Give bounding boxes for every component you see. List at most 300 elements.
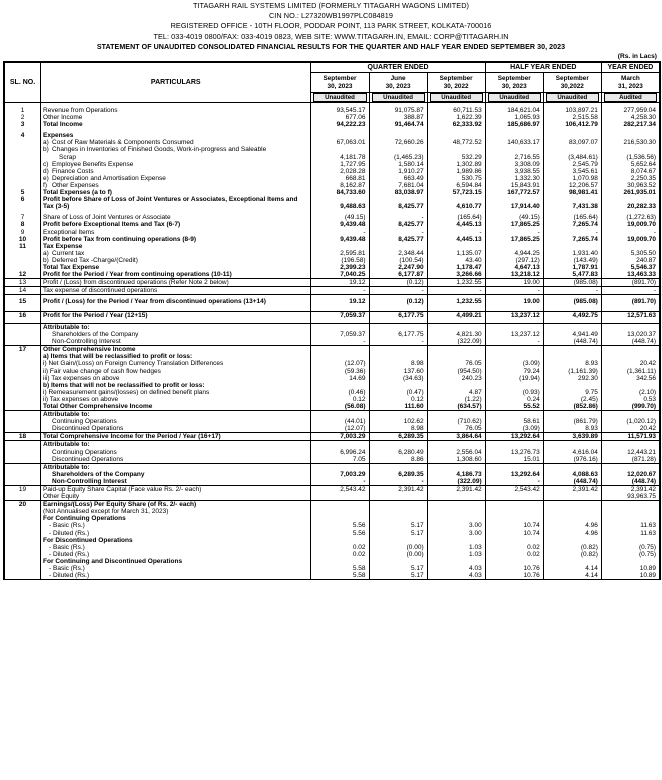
table-body — [5, 103, 660, 580]
value-cell — [543, 501, 601, 509]
value-cell: 2,716.55 — [485, 154, 543, 161]
particulars-label: Profit before Share of Loss of Joint Ventures or Associates, Exceptional Items and Tax (3-5) — [43, 196, 298, 211]
value-cell: 13,276.73 — [485, 449, 543, 456]
sl-no-cell — [5, 154, 41, 161]
value-cell: (0.12) — [369, 295, 427, 307]
particulars-cell — [41, 551, 311, 558]
value-cell: 57,723.15 — [427, 189, 485, 196]
value-cell: (1,161.39) — [543, 368, 601, 375]
sl-no-cell — [5, 544, 41, 551]
particulars-label: Total Income — [43, 121, 83, 129]
value-cell: 2,391.42 — [427, 486, 485, 494]
table-row — [5, 161, 660, 168]
value-cell — [369, 508, 427, 515]
item-letter: c) — [43, 160, 49, 168]
value-cell: 1,070.98 — [543, 175, 601, 182]
value-cell: - — [369, 338, 427, 346]
sl-no-cell: 20 — [5, 501, 41, 509]
value-cell: 282,217.34 — [601, 121, 659, 128]
value-cell: 62,333.92 — [427, 121, 485, 128]
value-cell: 240.87 — [601, 257, 659, 264]
value-cell — [543, 463, 601, 471]
value-cell: 20.42 — [601, 425, 659, 433]
value-cell — [485, 508, 543, 515]
value-cell: - — [311, 478, 369, 486]
particulars-cell — [41, 544, 311, 551]
value-cell: 10.74 — [485, 530, 543, 537]
value-cell: (44.01) — [311, 418, 369, 425]
audit-status-label: Unaudited — [313, 93, 366, 102]
table-row — [5, 389, 660, 396]
value-cell: 2,250.35 — [601, 175, 659, 182]
particulars-cell — [41, 154, 311, 161]
table-row — [5, 139, 660, 146]
period-header — [311, 73, 369, 93]
sl-no-cell: 19 — [5, 486, 41, 494]
particulars-cell — [41, 515, 311, 522]
value-cell — [485, 382, 543, 389]
table-row — [5, 121, 660, 128]
value-cell — [543, 346, 601, 354]
audit-status — [311, 93, 369, 103]
particulars-label: Shareholders of the Company — [52, 470, 145, 478]
value-cell: (0.00) — [369, 551, 427, 558]
value-cell: 72,660.26 — [369, 139, 427, 146]
value-cell: 4.03 — [427, 565, 485, 572]
value-cell: (1,272.63) — [601, 214, 659, 221]
table-row — [5, 189, 660, 196]
value-cell: (710.62) — [427, 418, 485, 425]
particulars-label: Profit for the Period / Year (12+15) — [43, 311, 148, 319]
value-cell — [427, 558, 485, 565]
value-cell — [543, 353, 601, 360]
value-cell: 184,621.04 — [485, 107, 543, 114]
value-cell: (196.58) — [311, 257, 369, 264]
value-cell: 10.74 — [485, 522, 543, 529]
value-cell: 13,020.37 — [601, 331, 659, 338]
audit-status — [543, 93, 601, 103]
value-cell: 93,545.17 — [311, 107, 369, 114]
particulars-label: Paid-up Equity Share Capital (Face value Rs. 2/- each) — [43, 486, 202, 494]
value-cell — [369, 463, 427, 471]
sl-no-cell — [5, 441, 41, 449]
period-header — [369, 73, 427, 93]
value-cell: (1,020.12) — [601, 418, 659, 425]
value-cell: 11.63 — [601, 530, 659, 537]
particulars-label: Profit before Exceptional Items and Tax (6-7) — [43, 221, 181, 229]
particulars-label: Total Comprehensive Income for the Period / Year (16+17) — [43, 433, 221, 441]
sl-no-cell — [5, 360, 41, 367]
particulars-cell — [41, 368, 311, 375]
particulars-label: Total Tax Expense — [43, 263, 100, 271]
particulars-cell — [41, 107, 311, 114]
value-cell: 60,711.53 — [427, 107, 485, 114]
value-cell: 103,897.21 — [543, 107, 601, 114]
particulars-cell — [41, 214, 311, 221]
value-cell: 13,218.12 — [485, 271, 543, 279]
value-cell — [601, 411, 659, 419]
value-cell: 1,135.07 — [427, 250, 485, 257]
particulars-cell — [41, 257, 311, 264]
table-row — [5, 182, 660, 189]
item-letter: b) — [43, 146, 49, 154]
period-line1: March — [621, 74, 640, 82]
sl-no-cell — [5, 493, 41, 501]
value-cell: 4,445.13 — [427, 236, 485, 243]
period-header — [485, 73, 543, 93]
value-cell: 292.30 — [543, 375, 601, 382]
value-cell — [485, 515, 543, 522]
value-cell — [369, 501, 427, 509]
sl-no-cell — [5, 515, 41, 522]
value-cell: 4,647.13 — [485, 264, 543, 271]
value-cell — [485, 132, 543, 139]
value-cell: 20.42 — [601, 360, 659, 367]
value-cell — [485, 463, 543, 471]
particulars-cell — [41, 250, 311, 257]
value-cell: 19.00 — [485, 279, 543, 287]
particulars-cell — [41, 471, 311, 478]
sl-no-cell — [5, 508, 41, 515]
particulars-label: Profit before Tax from continuing operations (8-9) — [43, 235, 197, 243]
table-row — [5, 425, 660, 433]
value-cell — [427, 508, 485, 515]
particulars-cell — [41, 433, 311, 441]
value-cell: 1,787.91 — [543, 264, 601, 271]
table-row — [5, 441, 660, 449]
particulars-header: PARTICULARS — [41, 63, 311, 103]
table-row — [5, 572, 660, 579]
value-cell — [485, 323, 543, 331]
value-cell: (0.82) — [543, 551, 601, 558]
sl-no-cell — [5, 331, 41, 338]
particulars-cell — [41, 229, 311, 236]
value-cell: 7,059.37 — [311, 311, 369, 319]
value-cell: 663.49 — [369, 175, 427, 182]
value-cell: 98,981.41 — [543, 189, 601, 196]
particulars-label: a) Items that will be reclassified to profit or loss: — [43, 353, 193, 361]
value-cell — [311, 382, 369, 389]
value-cell: (1.22) — [427, 396, 485, 403]
value-cell: - — [485, 478, 543, 486]
value-cell: 93,963.75 — [601, 493, 659, 501]
value-cell: 0.02 — [311, 551, 369, 558]
value-cell: 12,206.57 — [543, 182, 601, 189]
sl-no-cell: 15 — [5, 295, 41, 307]
value-cell: 4,445.13 — [427, 221, 485, 228]
value-cell — [543, 493, 601, 501]
value-cell: (999.70) — [601, 403, 659, 411]
value-cell: 12,443.21 — [601, 449, 659, 456]
particulars-cell — [41, 396, 311, 403]
value-cell: 13,237.12 — [485, 311, 543, 319]
value-cell: 13,292.64 — [485, 433, 543, 441]
table-row — [5, 368, 660, 375]
table-row — [5, 508, 660, 515]
value-cell: 10.76 — [485, 572, 543, 579]
table-row — [5, 236, 660, 243]
particulars-label: Other Equity — [43, 493, 80, 501]
particulars-label: Total Other Comprehensive Income — [43, 402, 153, 410]
value-cell: - — [369, 214, 427, 221]
value-cell: - — [543, 229, 601, 236]
sl-no-cell — [5, 456, 41, 464]
value-cell — [369, 132, 427, 139]
particulars-cell — [41, 441, 311, 449]
value-cell — [543, 132, 601, 139]
value-cell: (34.63) — [369, 375, 427, 382]
particulars-cell — [41, 478, 311, 486]
value-cell: 10.89 — [601, 565, 659, 572]
sl-no-cell: 4 — [5, 132, 41, 139]
value-cell: 5.56 — [311, 522, 369, 529]
sl-no-cell — [5, 257, 41, 264]
value-cell: (871.28) — [601, 456, 659, 464]
value-cell: 7,265.74 — [543, 221, 601, 228]
sl-no-cell — [5, 353, 41, 360]
value-cell: 8.98 — [369, 360, 427, 367]
value-cell: (165.64) — [427, 214, 485, 221]
sl-no-cell: 12 — [5, 271, 41, 279]
table-row — [5, 565, 660, 572]
value-cell: 3,864.64 — [427, 433, 485, 441]
sl-no-cell — [5, 396, 41, 403]
value-cell: - — [485, 338, 543, 346]
particulars-cell — [41, 189, 311, 196]
value-cell — [485, 353, 543, 360]
value-cell: - — [543, 287, 601, 295]
particulars-label: Revenue from Operations — [43, 107, 118, 115]
sl-no-cell — [5, 182, 41, 189]
value-cell: (0.12) — [369, 279, 427, 287]
value-cell: 4.03 — [427, 572, 485, 579]
value-cell: 43.40 — [427, 257, 485, 264]
value-cell: (448.74) — [601, 338, 659, 346]
value-cell: - — [369, 229, 427, 236]
period-line2: 31, 2023 — [617, 82, 643, 90]
value-cell: (985.08) — [543, 295, 601, 307]
table-row — [5, 493, 660, 501]
particulars-cell — [41, 411, 311, 419]
value-cell: 7,681.04 — [369, 182, 427, 189]
value-cell: 83,097.07 — [543, 139, 601, 146]
particulars-label: Attributable to: — [43, 411, 90, 419]
sl-no-cell: 17 — [5, 346, 41, 354]
value-cell: (322.09) — [427, 478, 485, 486]
value-cell: 388.87 — [369, 114, 427, 121]
sl-no-cell — [5, 139, 41, 146]
period-header — [601, 73, 659, 93]
value-cell: 15.01 — [485, 456, 543, 464]
value-cell: 261,935.01 — [601, 189, 659, 196]
value-cell — [543, 508, 601, 515]
value-cell — [601, 508, 659, 515]
table-row — [5, 132, 660, 139]
table-row — [5, 478, 660, 486]
value-cell: 7,003.29 — [311, 471, 369, 478]
particulars-cell — [41, 338, 311, 346]
value-cell: (0.47) — [369, 389, 427, 396]
table-header — [5, 63, 660, 103]
table-row — [5, 221, 660, 228]
value-cell: 5,305.50 — [601, 250, 659, 257]
particulars-label: ii) Tax expenses on above — [43, 395, 119, 403]
sl-no-cell: 14 — [5, 287, 41, 295]
sl-no-cell — [5, 168, 41, 175]
sl-no-header: SL. NO. — [5, 63, 41, 103]
value-cell — [485, 558, 543, 565]
value-cell: 1,178.47 — [427, 264, 485, 271]
particulars-cell — [41, 449, 311, 456]
sl-no-cell: 3 — [5, 121, 41, 128]
value-cell: - — [369, 478, 427, 486]
value-cell: 2,247.90 — [369, 264, 427, 271]
value-cell: 19.12 — [311, 279, 369, 287]
table-row — [5, 411, 660, 419]
particulars-cell — [41, 323, 311, 331]
value-cell: 1,989.86 — [427, 168, 485, 175]
table-row — [5, 264, 660, 271]
value-cell — [311, 132, 369, 139]
document-header — [0, 0, 662, 52]
table-row — [5, 360, 660, 367]
value-cell: 4.96 — [543, 522, 601, 529]
particulars-label: Attributable to: — [43, 323, 90, 331]
value-cell: 15,843.91 — [485, 182, 543, 189]
value-cell — [427, 515, 485, 522]
value-cell — [427, 353, 485, 360]
value-cell: 17,914.40 — [485, 196, 543, 210]
particulars-label: (Not Annualised except for March 31, 2023) — [43, 508, 169, 516]
value-cell: (0.00) — [369, 544, 427, 551]
particulars-cell — [41, 287, 311, 295]
value-cell: 7,003.29 — [311, 433, 369, 441]
particulars-label: iii) Tax expenses on above — [43, 374, 120, 382]
value-cell: 0.53 — [601, 396, 659, 403]
particulars-label: Discontinued Operations — [52, 425, 124, 433]
value-cell: 13,237.12 — [485, 331, 543, 338]
particulars-cell — [41, 565, 311, 572]
value-cell: (3.09) — [485, 425, 543, 433]
value-cell: 342.56 — [601, 375, 659, 382]
value-cell — [311, 323, 369, 331]
value-cell: 5.17 — [369, 572, 427, 579]
sl-no-cell — [5, 403, 41, 411]
table-row — [5, 279, 660, 287]
value-cell: - — [311, 287, 369, 295]
value-cell — [369, 537, 427, 544]
value-cell: 4,616.04 — [543, 449, 601, 456]
value-cell — [601, 353, 659, 360]
audit-status — [369, 93, 427, 103]
table-row — [5, 154, 660, 161]
table-row — [5, 346, 660, 354]
table-row — [5, 271, 660, 279]
particulars-cell — [41, 403, 311, 411]
value-cell: 6,594.84 — [427, 182, 485, 189]
value-cell: 5.56 — [311, 530, 369, 537]
value-cell: (0.75) — [601, 544, 659, 551]
value-cell: 6,996.24 — [311, 449, 369, 456]
value-cell: 4,181.78 — [311, 154, 369, 161]
particulars-cell — [41, 493, 311, 501]
value-cell: 1,302.89 — [427, 161, 485, 168]
particulars-cell — [41, 271, 311, 279]
value-cell: 17,865.25 — [485, 221, 543, 228]
value-cell: (448.74) — [543, 478, 601, 486]
value-cell: (49.15) — [485, 214, 543, 221]
table-row — [5, 196, 660, 210]
value-cell: 12,571.63 — [601, 311, 659, 319]
table-row — [5, 558, 660, 565]
value-cell: (954.50) — [427, 368, 485, 375]
particulars-label: Current tax — [52, 249, 85, 257]
value-cell — [427, 493, 485, 501]
value-cell — [601, 243, 659, 250]
value-cell: 1,065.93 — [485, 114, 543, 121]
value-cell — [369, 146, 427, 153]
particulars-label: For Continuing and Discontinued Operations — [43, 557, 183, 565]
table-row — [5, 295, 660, 307]
value-cell — [369, 493, 427, 501]
value-cell: 48,772.52 — [427, 139, 485, 146]
value-cell: 0.02 — [485, 551, 543, 558]
item-letter: b) — [43, 256, 49, 264]
particulars-label: Cost of Raw Materials & Components Consumed — [52, 139, 194, 147]
particulars-label: - Basic (Rs.) — [49, 565, 85, 573]
value-cell: 2,391.42 — [601, 486, 659, 494]
value-cell: (56.08) — [311, 403, 369, 411]
value-cell — [427, 411, 485, 419]
value-cell: 6,177.87 — [369, 271, 427, 279]
particulars-label: Profit / (Loss) for the Period / Year from discontinued operations (13+14) — [43, 297, 266, 305]
sl-no-cell — [5, 389, 41, 396]
value-cell: 4.14 — [543, 572, 601, 579]
table-row — [5, 375, 660, 382]
sl-no-cell — [5, 323, 41, 331]
value-cell — [543, 515, 601, 522]
particulars-label: Other Expenses — [52, 181, 99, 189]
table-row — [5, 114, 660, 121]
particulars-cell — [41, 522, 311, 529]
value-cell: 137.60 — [369, 368, 427, 375]
item-letter: a) — [43, 249, 49, 257]
value-cell: 3,639.89 — [543, 433, 601, 441]
value-cell: 4,088.63 — [543, 471, 601, 478]
particulars-cell — [41, 139, 311, 146]
sl-no-cell — [5, 530, 41, 537]
value-cell: 7,265.74 — [543, 236, 601, 243]
particulars-label: Attributable to: — [43, 463, 90, 471]
value-cell: 0.12 — [369, 396, 427, 403]
value-cell — [427, 346, 485, 354]
particulars-cell — [41, 114, 311, 121]
particulars-cell — [41, 161, 311, 168]
value-cell: (1,361.11) — [601, 368, 659, 375]
value-cell: 17,865.25 — [485, 236, 543, 243]
particulars-label: Finance Costs — [52, 167, 94, 175]
value-cell: - — [427, 229, 485, 236]
value-cell: - — [311, 229, 369, 236]
value-cell: 6,289.35 — [369, 433, 427, 441]
value-cell: 12,020.67 — [601, 471, 659, 478]
table-row — [5, 175, 660, 182]
value-cell: 7.05 — [311, 456, 369, 464]
particulars-label: For Discontinued Operations — [43, 536, 133, 544]
value-cell: 5.17 — [369, 530, 427, 537]
table-row — [5, 243, 660, 250]
value-cell: 4,492.75 — [543, 311, 601, 319]
